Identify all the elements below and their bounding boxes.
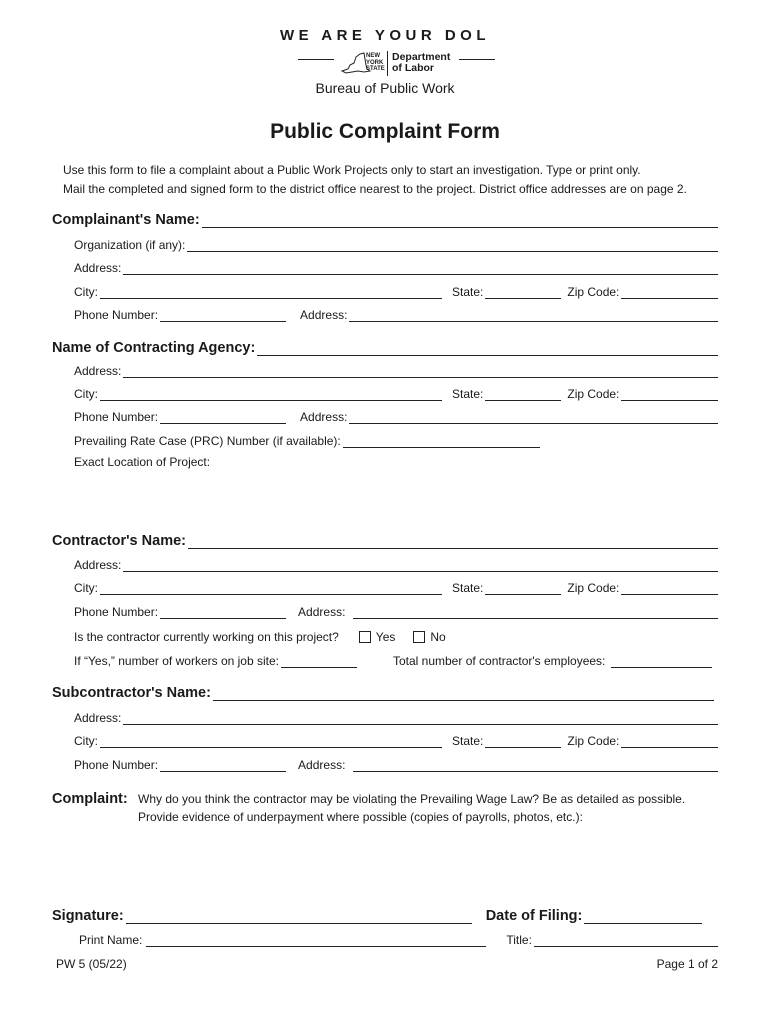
yes-checkbox[interactable] [359,631,371,643]
phone-field[interactable] [160,309,286,322]
prc-label: Prevailing Rate Case (PRC) Number (if available): [74,434,341,448]
title-label: Title: [506,933,532,947]
contractor-address-row [74,558,718,572]
phone-field[interactable] [160,606,286,619]
contractor-section [52,533,718,549]
state-field[interactable] [485,286,561,299]
address2-label: Address: [300,410,348,424]
phone-field[interactable] [160,411,286,424]
address2-label: Address: [300,308,348,322]
total-employees-field[interactable] [611,655,712,668]
phone-field[interactable] [160,759,286,772]
zip-field[interactable] [621,735,718,748]
address2-field[interactable] [353,759,718,772]
print-name-label: Print Name: [79,933,143,947]
address-field[interactable] [123,559,718,572]
signature-field[interactable] [126,911,472,924]
city-label: City: [74,734,98,748]
state-label: State: [452,285,484,299]
signature-label: Signature: [52,908,124,924]
phone-label: Phone Number: [74,308,159,322]
address2-label: Address: [298,758,346,772]
address2-field[interactable] [353,606,718,619]
state-field[interactable] [485,582,561,595]
print-name-row [79,933,718,947]
address-field[interactable] [123,712,718,725]
title-field[interactable] [534,934,718,947]
address-field[interactable] [123,262,718,275]
logo-state-line-2: YORK [366,59,384,66]
address2-field[interactable] [349,411,718,424]
complainant-org-row [74,238,718,252]
zip-field[interactable] [621,582,718,595]
subcontractor-name-label: Subcontractor's Name: [52,685,211,701]
tagline: WE ARE YOUR DOL [279,27,490,44]
yes-option[interactable] [359,630,396,644]
agency-address-row [74,364,718,378]
contractor-phone-row [74,605,718,619]
subcontractor-name-field[interactable] [213,688,714,701]
logo-state-line-1: NEW [366,53,380,59]
agency-name-label: Name of Contracting Agency: [52,340,256,356]
yes-label: Yes [375,630,396,644]
city-field[interactable] [100,582,442,595]
working-question-label: Is the contractor currently working on this project? [74,630,339,644]
intro-line-2: Mail the completed and signed form to the district office nearest to the project. District office addresses are on page 2. [63,182,687,196]
complaint-instruction-2: Provide evidence of underpayment where possible (copies of payrolls, photos, etc.): [138,810,583,824]
address-field[interactable] [123,365,718,378]
state-label: State: [452,387,484,401]
complaint-label: Complaint: [52,791,128,807]
complainant-name-label: Complainant's Name: [52,212,200,228]
complainant-section [52,212,718,228]
bureau-name: Bureau of Public Work [315,80,455,96]
phone-label: Phone Number: [74,605,159,619]
zip-label: Zip Code: [567,285,620,299]
city-label: City: [74,387,98,401]
city-field[interactable] [100,735,442,748]
complaint-instruction-1: Why do you think the contractor may be violating the Prevailing Wage Law? Be as detailed as possible. [138,792,686,806]
logo-state-line-3: STATE [366,66,385,72]
subcontractor-address-row [74,711,718,725]
address-label: Address: [74,364,122,378]
contractor-workers-row [74,654,712,668]
state-label: State: [452,581,484,595]
contractor-city-row [74,581,718,595]
date-of-filing-field[interactable] [584,911,702,924]
signature-row [52,908,702,924]
address2-field[interactable] [349,309,718,322]
city-field[interactable] [100,388,442,401]
agency-city-row [74,387,718,401]
date-of-filing-label: Date of Filing: [485,908,583,924]
agency-location-row [74,455,210,469]
form-id: PW 5 (05/22) [56,957,127,971]
phone-label: Phone Number: [74,758,159,772]
contractor-working-row [74,630,446,644]
complainant-phone-row [74,308,718,322]
zip-label: Zip Code: [567,734,620,748]
subcontractor-phone-row [74,758,718,772]
total-employees-label: Total number of contractor's employees: [392,654,606,668]
contractor-name-field[interactable] [188,536,718,549]
print-name-field[interactable] [146,934,486,947]
zip-field[interactable] [621,388,718,401]
prc-field[interactable] [343,435,540,448]
complainant-address-row [74,261,718,275]
zip-label: Zip Code: [567,387,620,401]
zip-field[interactable] [621,286,718,299]
address-label: Address: [74,558,122,572]
complainant-name-field[interactable] [202,215,718,228]
no-label: No [430,630,446,644]
organization-field[interactable] [187,239,718,252]
phone-label: Phone Number: [74,410,159,424]
address2-label: Address: [298,605,346,619]
subcontractor-section [52,685,714,701]
zip-label: Zip Code: [567,581,620,595]
agency-name-field[interactable] [257,343,718,356]
agency-prc-row [74,434,540,448]
location-label: Exact Location of Project: [74,455,211,469]
subcontractor-city-row [74,734,718,748]
complaint-text-area[interactable] [52,830,718,900]
address-label: Address: [74,711,122,725]
intro-line-1: Use this form to file a complaint about a Public Work Projects only to start an investigation. Type or print only. [63,163,641,177]
no-checkbox[interactable] [413,631,425,643]
address-label: Address: [74,261,122,275]
location-field[interactable] [74,474,718,524]
organization-label: Organization (if any): [74,238,186,252]
page-number: Page 1 of 2 [656,957,718,971]
dol-logo [0,50,770,78]
logo-dept-line-2: of Labor [392,62,434,74]
city-label: City: [74,581,98,595]
workers-field[interactable] [281,655,357,668]
logo-dept-line-1: Department [392,51,451,63]
page-title: Public Complaint Form [270,120,500,143]
city-field[interactable] [100,286,442,299]
state-label: State: [452,734,484,748]
state-field[interactable] [485,388,561,401]
city-label: City: [74,285,98,299]
complainant-city-row [74,285,718,299]
state-field[interactable] [485,735,561,748]
agency-section [52,340,718,356]
contractor-name-label: Contractor's Name: [52,533,186,549]
no-option[interactable] [413,630,445,644]
workers-label: If “Yes,” number of workers on job site: [74,654,279,668]
agency-phone-row [74,410,718,424]
